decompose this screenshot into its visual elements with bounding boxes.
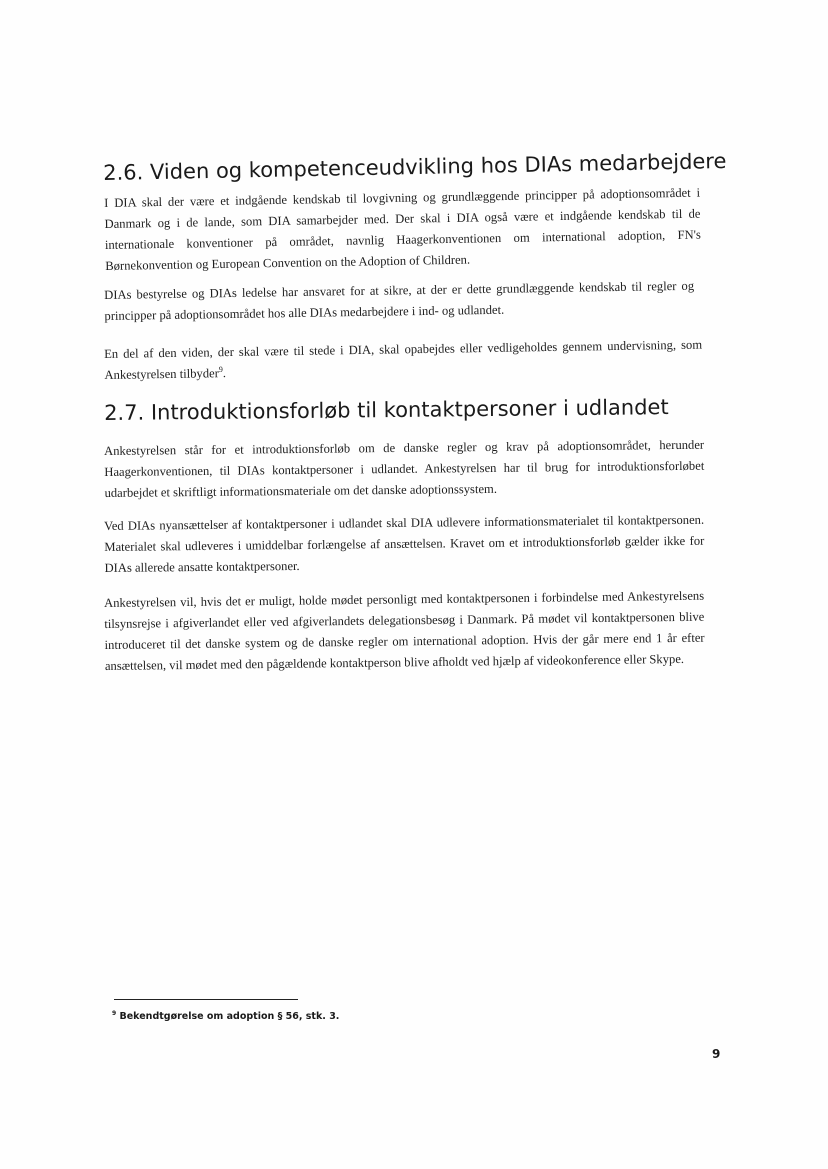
section-2-6-paragraph-3-end: . [222,366,227,381]
footnote-number: 9 [112,1010,117,1017]
section-2-6-paragraph-2: DIAs bestyrelse og DIAs ledelse har ansvaret for at sikre, at der er dette grundlæggende kendskab til regler og principper på adoptionsområdet hos alle DIAs medarbejdere i ind- og udlandet. [104,278,695,323]
section-2-6-paragraph-3 [104,335,703,386]
footnote-divider [114,999,298,1000]
page-number: 9 [712,1047,721,1061]
section-2-6-paragraph-3-text: En del af den viden, der skal være til stede i DIA, skal opabejdes eller vedligeholdes gennem undervisning, som Ankestyrelsen tilbyder [104,337,703,382]
section-2-7-paragraph-1: Ankestyrelsen står for et introduktionsforløb om de danske regler og krav på adoptionsområdet, herunder Haagerkonventionen, til DIAs kontaktpersoner i udlandet. Ankestyrelsen har til brug for introduktionsforløbet udarbejdet et skriftligt informationsmateriale om det danske adoptionssystem. [104,437,705,500]
section-2-7-paragraph-2: Ved DIAs nyansættelser af kontaktpersoner i udlandet skal DIA udlevere informationsmaterialet til kontaktpersonen. Materialet skal udleveres i umiddelbar forlængelse af ansættelsen. Kravet om et introduktionsforløb gælder ikke for DIAs allerede ansatte kontaktpersoner. [104,512,705,575]
section-2-6-heading: 2.6. Viden og kompetenceudvikling hos DIAs medarbejdere [103,149,727,185]
footnote [112,1010,339,1022]
section-2-6-paragraph-1: I DIA skal der være et indgående kendskab til lovgivning og grundlæggende principper på adoptionsområdet i Danmark og i de lande, som DIA samarbejder med. Der skal i DIA også være et indgående kendskab til de internationale konventioner på området, navnlig Haagerkonventionen om international adoption, FN's Børnekonvention og European Convention on the Adoption of Children. [104,185,701,273]
footnote-text: Bekendtgørelse om adoption § 56, stk. 3. [116,1011,340,1023]
footnote-reference: 9 [218,364,223,375]
section-2-7-paragraph-3: Ankestyrelsen vil, hvis det er muligt, holde mødet personligt med kontaktpersonen i forbindelse med Ankestyrelsens tilsynsrejse i afgiverlandet eller ved afgiverlandets delegationsbesøg i Danmark. På mødet vil kontaktpersonen blive introduceret til det danske system og de danske regler om international adoption. Hvis der går mere end 1 år efter ansættelsen, vil mødet med den pågældende kontaktperson blive afholdt ved hjælp af videokonference eller Skype. [104,588,705,673]
section-2-7-heading: 2.7. Introduktionsforløb til kontaktpersoner i udlandet [104,395,669,425]
